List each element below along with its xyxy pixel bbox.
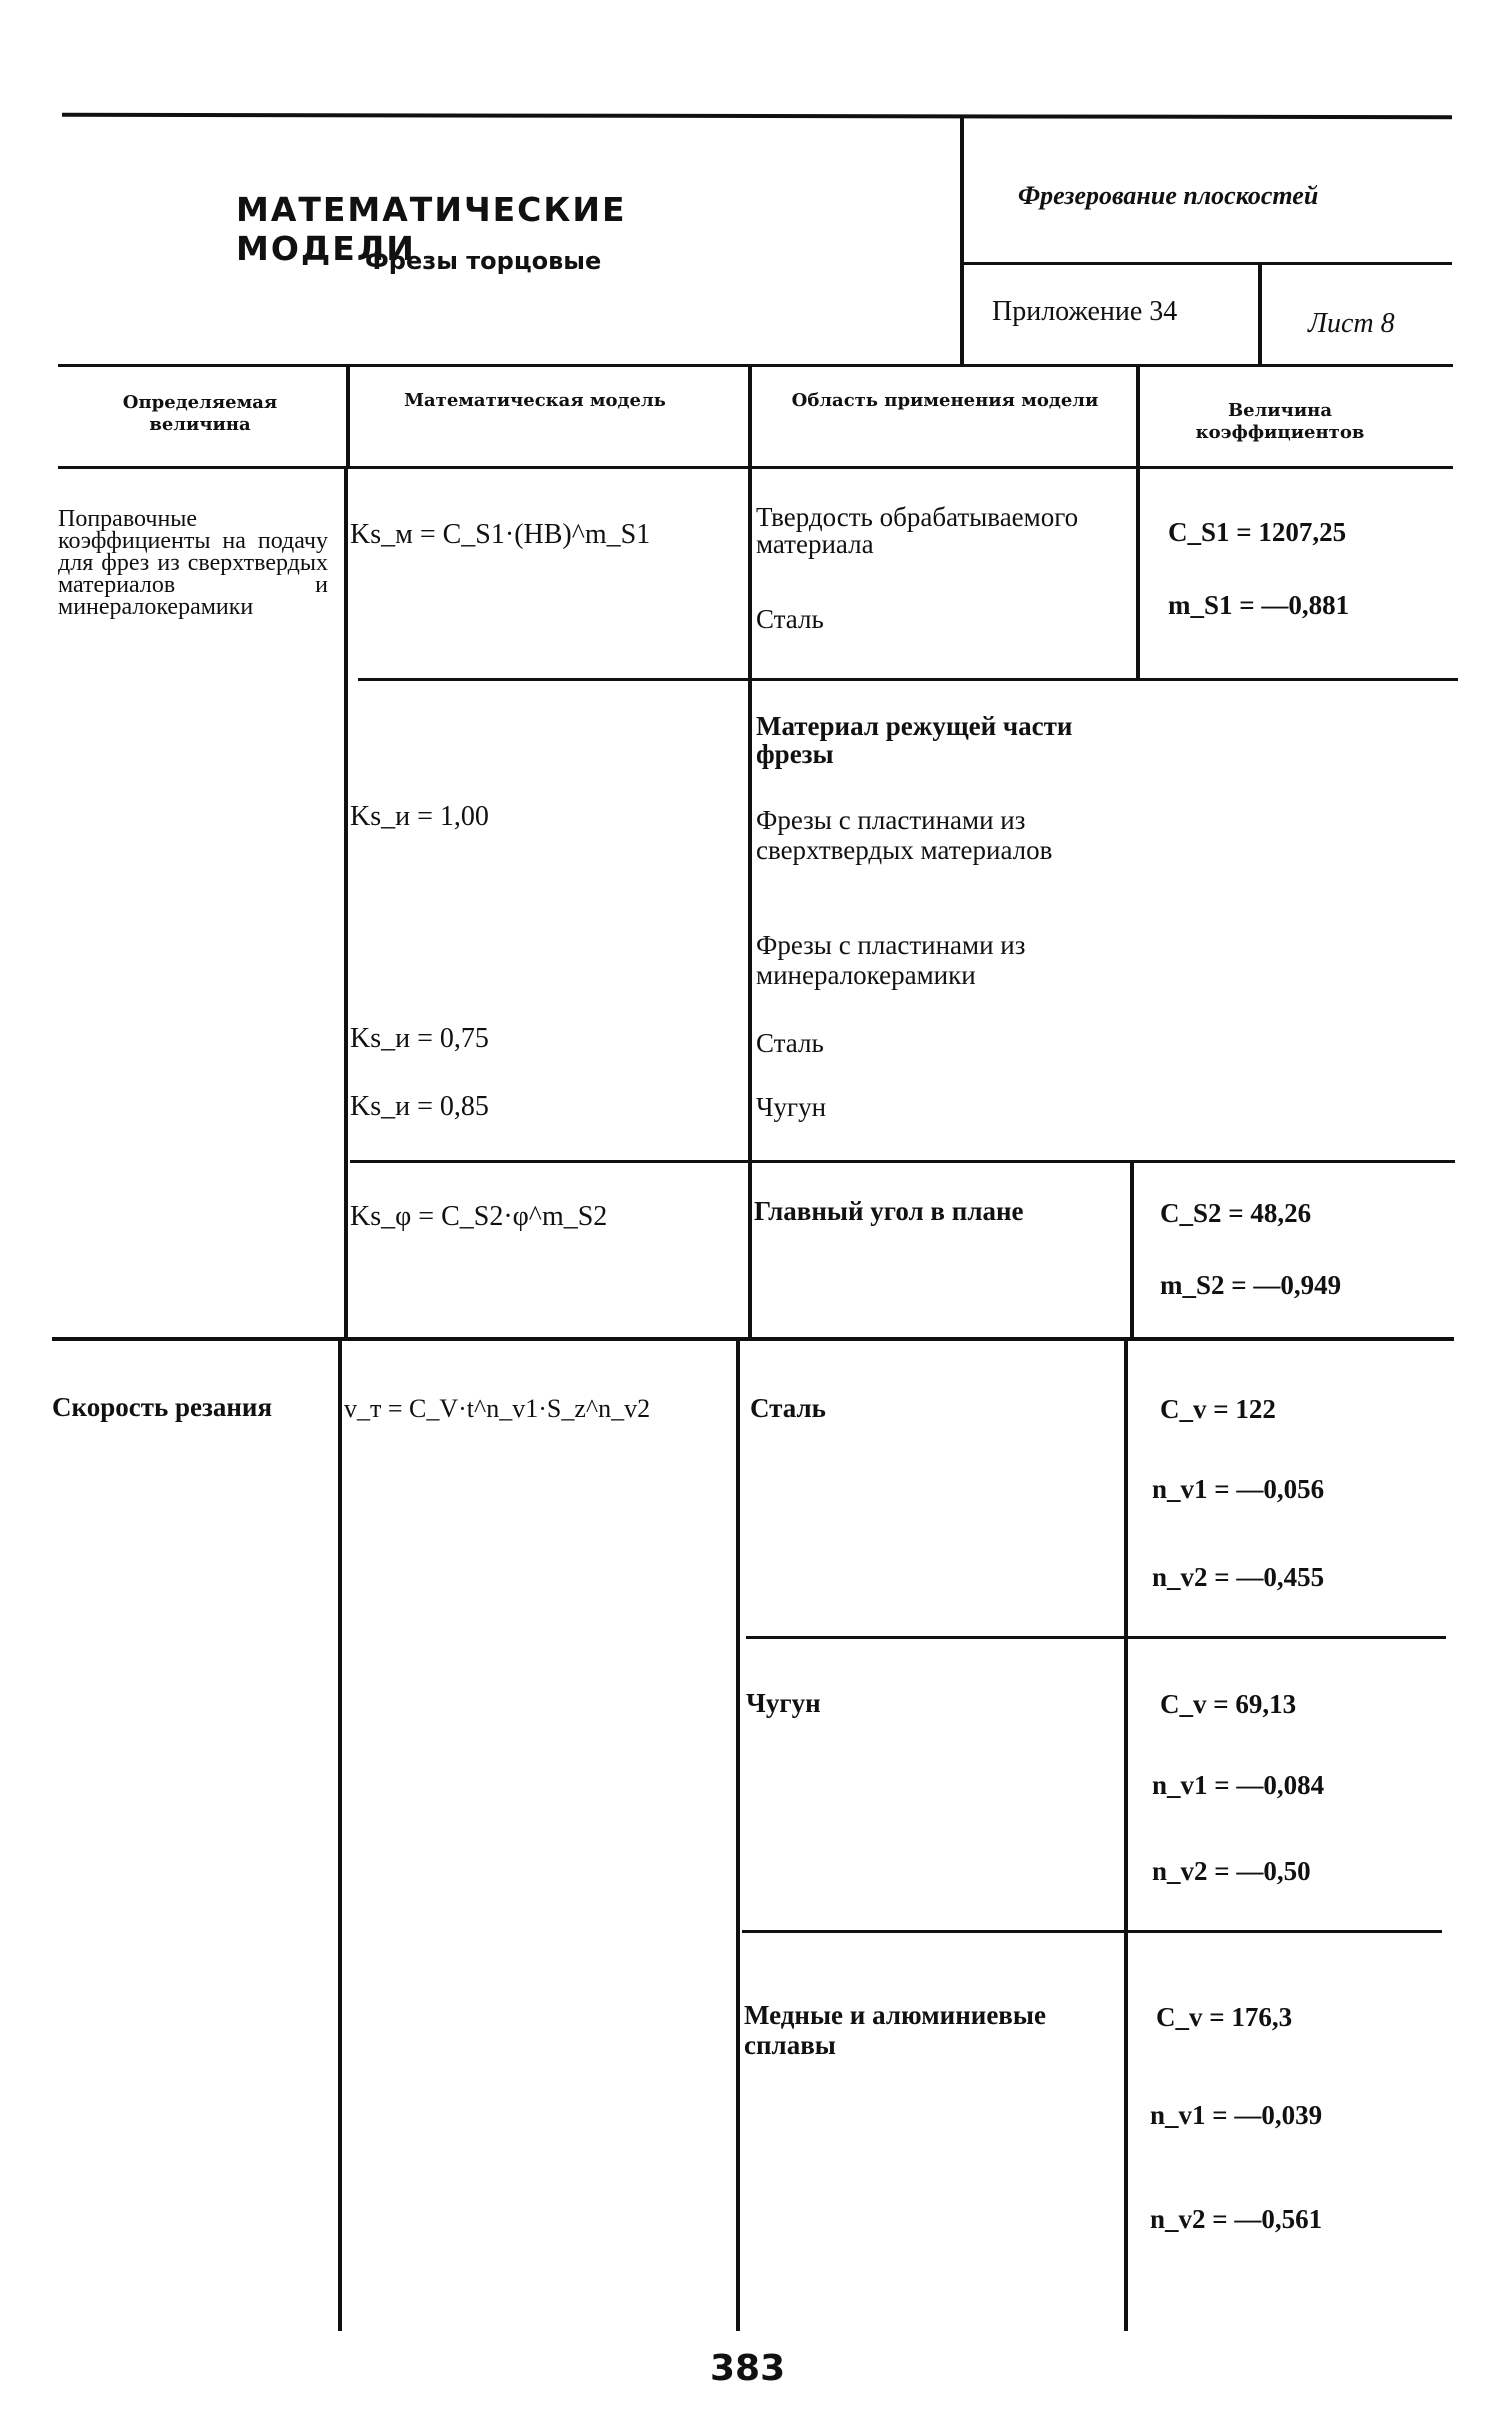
block2-row1-coef-3: n_v2 = —0,455 [1152,1562,1325,1592]
block1-rule-b [350,1160,1455,1163]
block1-area-b-3: Фрезы с пластинами из минералокерамики [756,930,1026,990]
block1-area-a-1: Твердость обрабатываемого материала [756,502,1079,559]
block2-row3-coef-2: n_v1 = —0,039 [1150,2100,1323,2130]
block1-coef-a-1: C_S1 = 1207,25 [1168,517,1347,547]
header-mid-rule [964,262,1452,265]
block1-model-c: Ks_φ = C_S2·φ^m_S2 [350,1201,608,1232]
block2-rule-1 [746,1636,1446,1639]
block1-area-b-1: Материал режущей части фрезы [756,711,1073,769]
page-number: 383 [710,2348,786,2389]
block2-divider-1 [338,1341,342,2331]
block2-row2-coef-1: C_v = 69,13 [1160,1689,1297,1719]
block1-divider-3c [1130,1160,1134,1337]
block1-model-b1: Ks_и = 1,00 [350,801,489,832]
block1-area-b-4: Сталь [756,1028,824,1058]
block1-area-a-2: Сталь [756,604,824,634]
block1-coef-c-1: C_S2 = 48,26 [1160,1198,1312,1228]
block1-coef-a-2: m_S1 = —0,881 [1168,590,1350,620]
column-header-area: Область применения модели [791,390,1099,411]
block2-rule-2 [742,1930,1442,1933]
top-rule [62,113,1452,119]
sheet-label: Лист 8 [1308,308,1395,339]
col-divider-3-header [1136,366,1140,466]
block1-area-b-5: Чугун [756,1092,827,1122]
block2-divider-3 [1124,1341,1128,2331]
header-bottom-rule [58,364,1453,367]
block2-row3-coef-1: C_v = 176,3 [1156,2002,1293,2032]
block1-quantity: Поправочные коэффициенты на подачу для фрез из сверхтвердых материалов и минералокерамики [58,506,328,620]
block1-rule-a [358,678,1458,681]
document-subtitle: Фрезы торцовые [365,247,602,275]
document-title: МАТЕМАТИЧЕСКИЕ МОДЕЛИ [236,190,627,268]
block1-divider-3a [1136,469,1140,679]
block2-divider-2 [736,1341,740,2331]
block2-row2-area: Чугун [746,1688,821,1718]
appendix-label: Приложение 34 [992,296,1178,327]
block1-model-b2: Ks_и = 0,75 [350,1023,489,1054]
block2-row2-coef-2: n_v1 = —0,084 [1152,1770,1325,1800]
block2-quantity: Скорость резания [52,1392,273,1422]
block2-row3-coef-3: n_v2 = —0,561 [1150,2204,1323,2234]
block1-divider-1 [344,469,348,1337]
block2-row2-coef-3: n_v2 = —0,50 [1152,1856,1311,1886]
col-divider-1-header [346,366,350,466]
sheet-divider [1258,265,1262,365]
block2-row3-area: Медные и алюминиевые сплавы [744,2000,1046,2060]
block2-row1-coef-1: C_v = 122 [1160,1394,1276,1424]
col-divider-2-header [748,366,752,466]
block1-area-c: Главный угол в плане [754,1196,1024,1226]
header-divider [960,118,964,364]
column-header-coefficients: Величина коэффициентов [1195,400,1365,443]
block1-divider-2 [748,469,752,1337]
block2-model: v_т = C_V·t^n_v1·S_z^n_v2 [344,1394,651,1423]
block-separator-rule [52,1337,1454,1341]
block1-coef-c-2: m_S2 = —0,949 [1160,1270,1342,1300]
block2-row1-area: Сталь [750,1393,826,1423]
column-header-rule [58,466,1453,469]
column-header-quantity: Определяемая величина [122,392,278,435]
block2-row1-coef-2: n_v1 = —0,056 [1152,1474,1325,1504]
block1-model-b3: Ks_и = 0,85 [350,1091,489,1122]
section-name: Фрезерование плоскостей [1018,181,1319,210]
block1-model-a: Ks_м = C_S1·(HB)^m_S1 [350,519,651,550]
column-header-model: Математическая модель [404,390,666,411]
block1-area-b-2: Фрезы с пластинами из сверхтвердых материалов [756,805,1053,865]
